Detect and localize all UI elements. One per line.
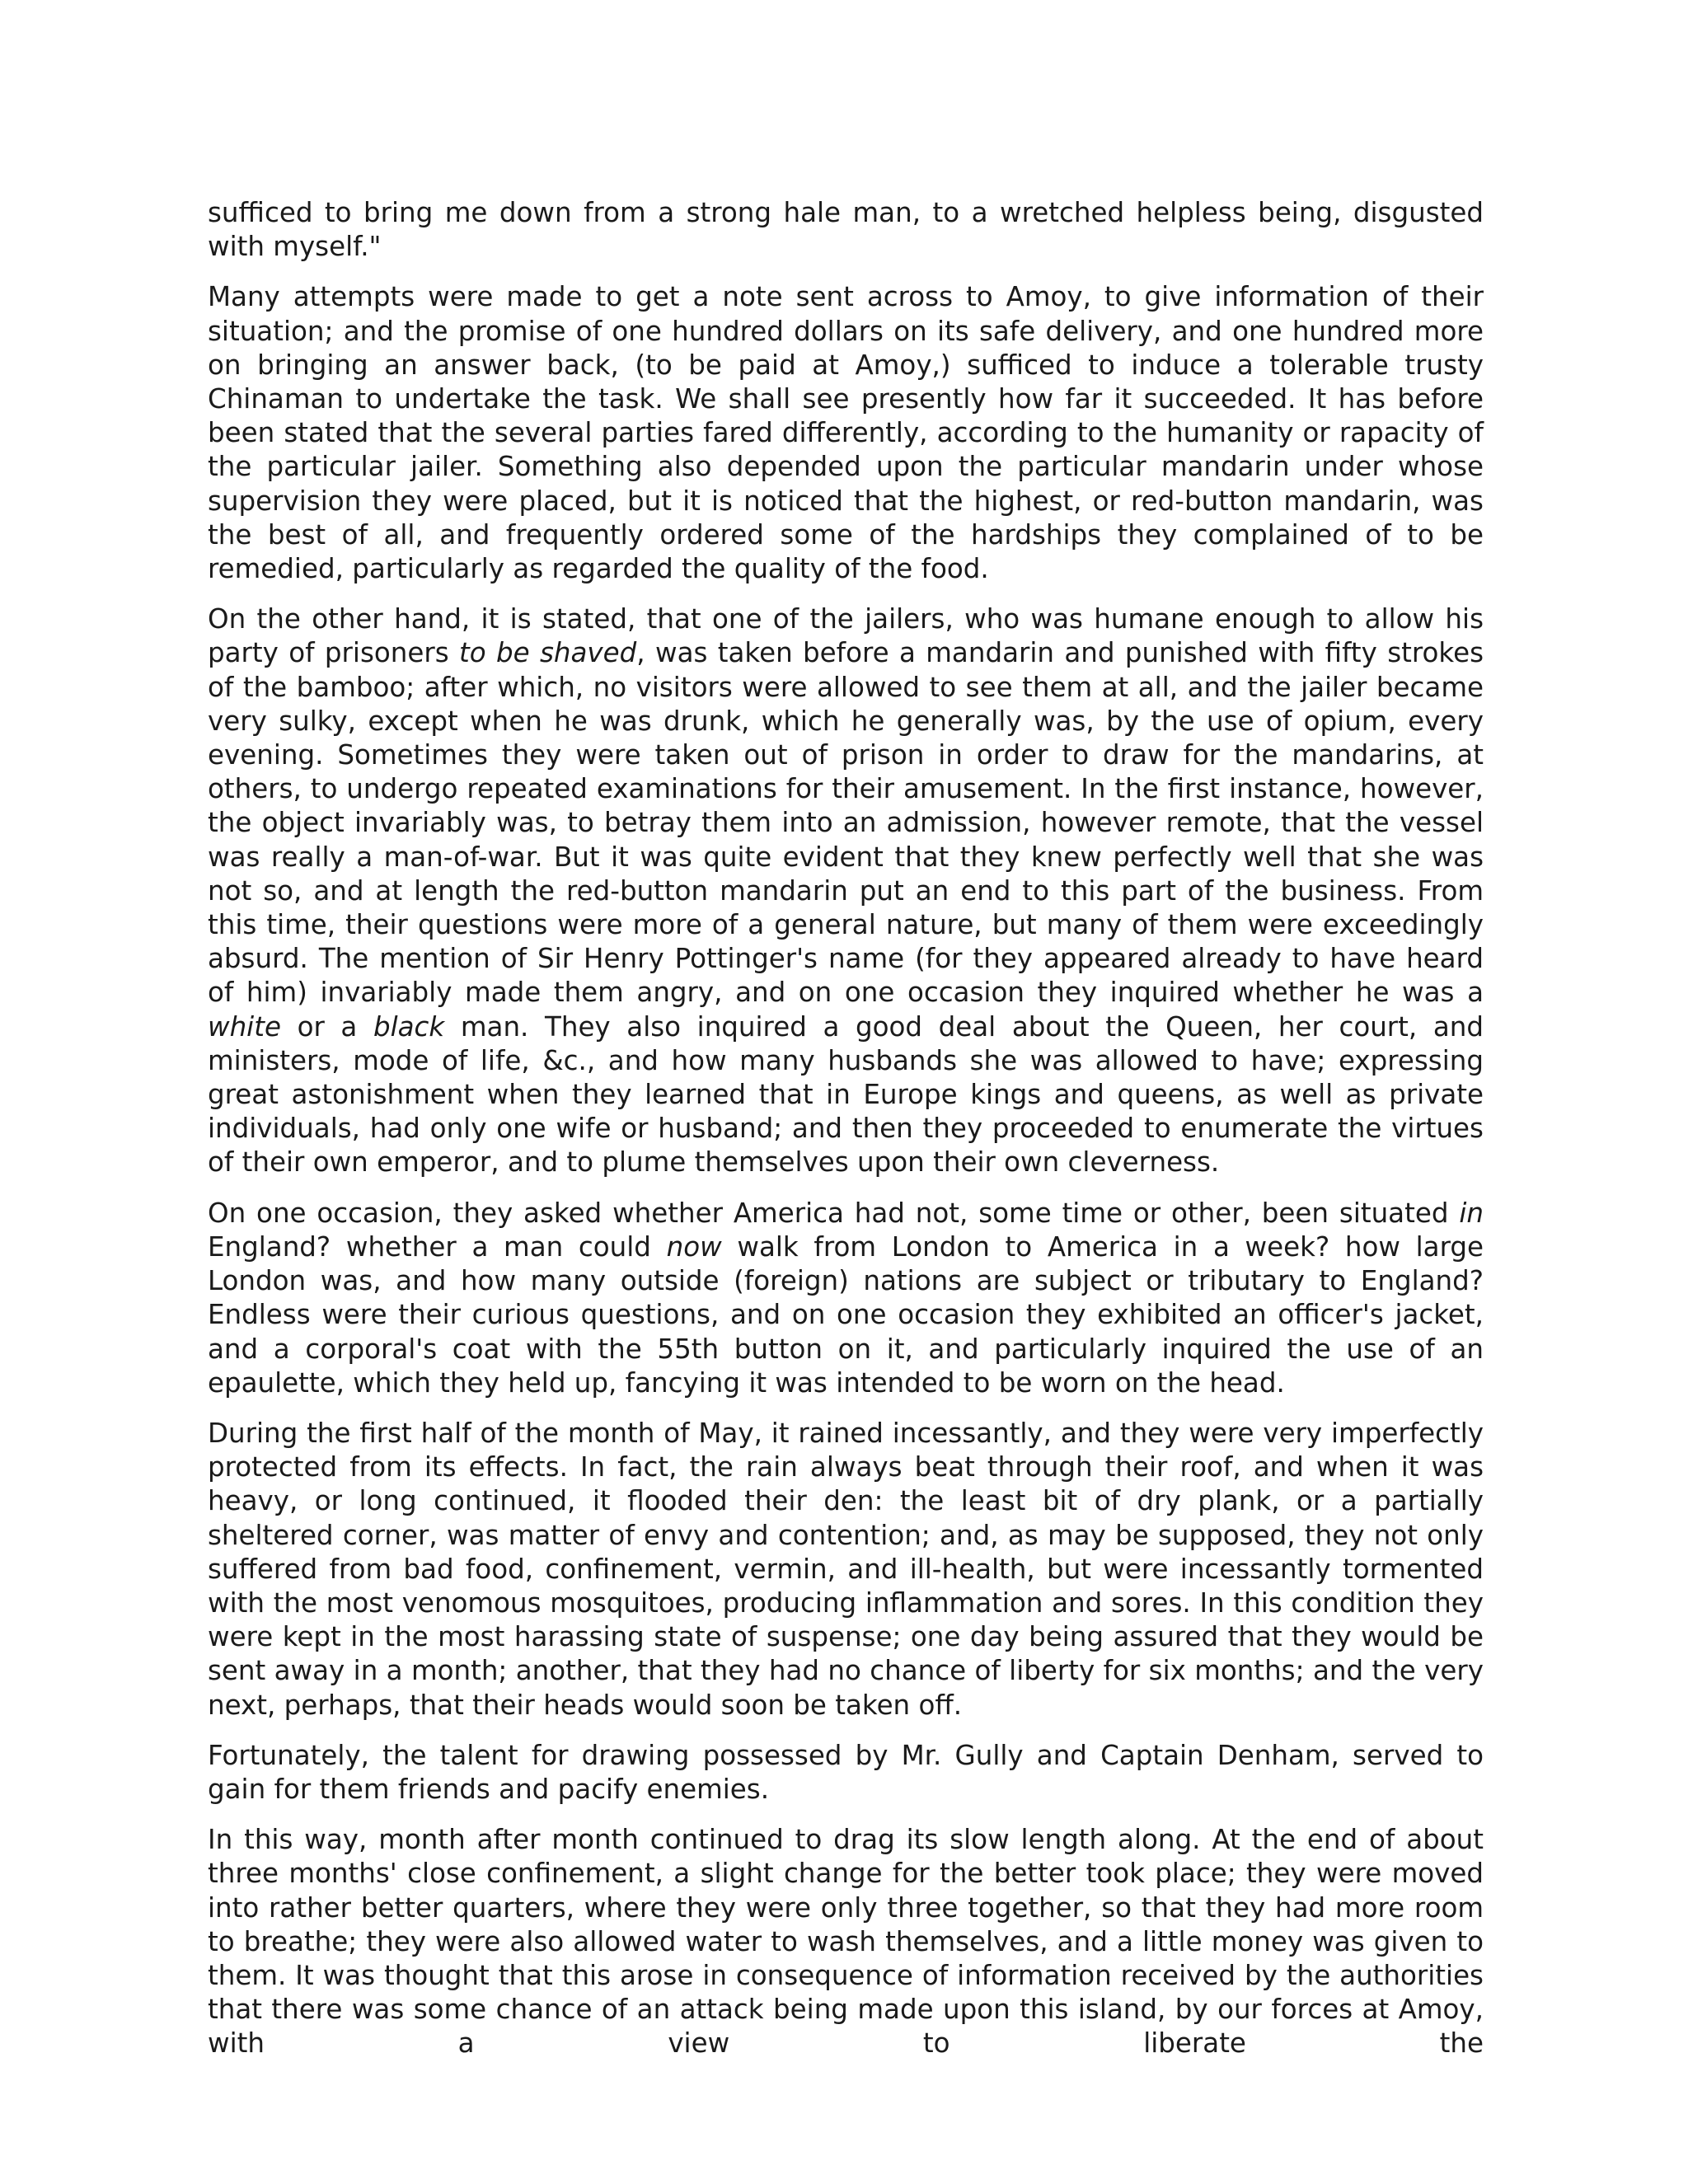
- paragraph-3-italic-to-be-shaved: to be shaved: [459, 637, 637, 669]
- paragraph-4-text-b: England? whether a man could: [208, 1230, 667, 1263]
- paragraph-6: [208, 1739, 1484, 1807]
- paragraph-4-italic-in: in: [1459, 1197, 1484, 1229]
- paragraph-3-text-a: On the other hand, it is stated, that one of the jailers, who was humane enough to allow his party of prisoners: [208, 603, 1484, 669]
- paragraph-3-text-c: or a: [280, 1010, 373, 1043]
- paragraph-4-italic-now: now: [666, 1230, 722, 1263]
- paragraph-3: [208, 602, 1484, 1179]
- paragraph-7-text: In this way, month after month continued to drag its slow length along. At the end of about three months' close confinement, a slight change for the better took place; they were moved into rather better quarters, where they were only three together, so that they had more room to breathe; they were also allowed water to wash themselves, and a little money was given to them. It was thought that this arose in consequence of information received by the authorities that there was some chance of an attack being made upon this island, by our forces at Amoy, with a view to liberate the: [208, 1824, 1484, 2060]
- paragraph-5: [208, 1417, 1484, 1722]
- paragraph-7: [208, 1823, 1484, 2060]
- paragraph-4-text-a: On one occasion, they asked whether America had not, some time or other, been situated: [208, 1197, 1460, 1229]
- paragraph-5-text: During the first half of the month of May, it rained incessantly, and they were very imperfectly protected from its effects. In fact, the rain always beat through their roof, and when it was heavy, or long continued, it flooded their den: the least bit of dry plank, or a partially sheltered corner, was matter of envy and contention; and, as may be supposed, they not only suffered from bad food, confinement, vermin, and ill-health, but were incessantly tormented with the most venomous mosquitoes, producing inflammation and sores. In this condition they were kept in the most harassing state of suspense; one day being assured that they would be sent away in a month; another, that they had no chance of liberty for six months; and the very next, perhaps, that their heads would soon be taken off.: [208, 1417, 1484, 1721]
- paragraph-2: [208, 280, 1484, 586]
- paragraph-4: [208, 1197, 1484, 1400]
- paragraph-4-text-c: walk from London to America in a week? how large London was, and how many outside (foreign) nations are subject or tributary to England? Endless were their curious questions, and on one occasion they exhibited an officer's jacket, and a corporal's coat with the 55th button on it, and particularly inquired the use of an epaulette, which they held up, fancying it was intended to be worn on the head.: [208, 1230, 1484, 1399]
- paragraph-3-italic-white: white: [208, 1010, 281, 1043]
- paragraph-3-text-d: man. They also inquired a good deal about the Queen, her court, and ministers, mode of life, &c., and how many husbands she was allowed to have; expressing great astonishment when they learned that in Europe kings and queens, as well as private individuals, had only one wife or husband; and then they proceeded to enumerate the virtues of their own emperor, and to plume themselves upon their own cleverness.: [208, 1010, 1484, 1179]
- paragraph-1-text: sufficed to bring me down from a strong hale man, to a wretched helpless being, disgusted with myself.": [208, 197, 1484, 263]
- paragraph-6-text: Fortunately, the talent for drawing possessed by Mr. Gully and Captain Denham, served to gain for them friends and pacify enemies.: [208, 1739, 1484, 1805]
- paragraph-3-text-b: , was taken before a mandarin and punished with fifty strokes of the bamboo; after which, no visitors were allowed to see them at all, and the jailer became very sulky, except when he was drunk, which he generally was, by the use of opium, every evening. Sometimes they were taken out of prison in order to draw for the mandarins, at others, to undergo repeated examinations for their amusement. In the first instance, however, the object invariably was, to betray them into an admission, however remote, that the vessel was really a man-of-war. But it was quite evident that they knew perfectly well that she was not so, and at length the red-button mandarin put an end to this part of the business. From this time, their questions were more of a general nature, but many of them were exceedingly absurd. The mention of Sir Henry Pottinger's name (for they appeared already to have heard of him) invariably made them angry, and on one occasion they inquired whether he was a: [208, 637, 1484, 1009]
- paragraph-1: [208, 196, 1484, 264]
- page-body: [208, 196, 1484, 2078]
- paragraph-3-italic-black: black: [373, 1010, 445, 1043]
- paragraph-2-text: Many attempts were made to get a note sent across to Amoy, to give information of their situation; and the promise of one hundred dollars on its safe delivery, and one hundred more on bringing an answer back, (to be paid at Amoy,) sufficed to induce a tolerable trusty Chinaman to undertake the task. We shall see presently how far it succeeded. It has before been stated that the several parties fared differently, according to the humanity or rapacity of the particular jailer. Something also depended upon the particular mandarin under whose supervision they were placed, but it is noticed that the highest, or red-button mandarin, was the best of all, and frequently ordered some of the hardships they complained of to be remedied, particularly as regarded the quality of the food.: [208, 281, 1484, 585]
